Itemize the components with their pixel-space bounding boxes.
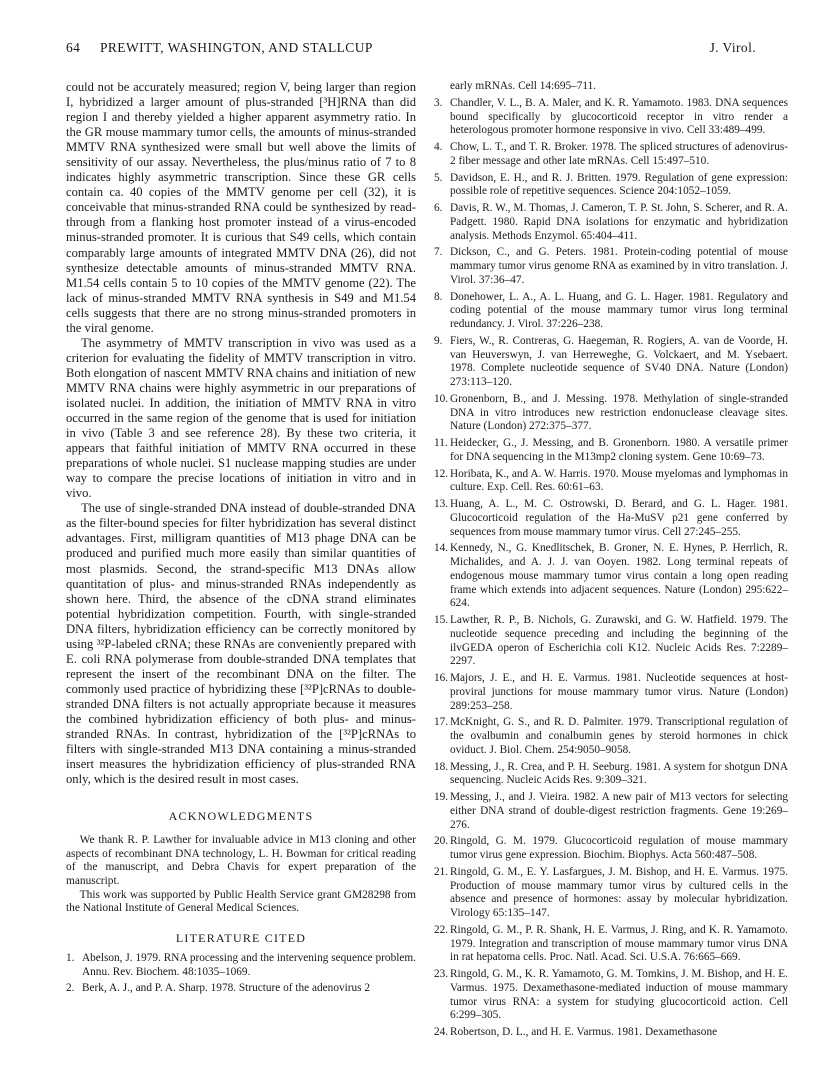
funding-text: This work was supported by Public Health Service grant GM28298 from the National Institute of General Medical Sciences. xyxy=(66,888,416,915)
reference-item xyxy=(434,97,788,138)
running-authors: PREWITT, WASHINGTON, AND STALLCUP xyxy=(100,40,373,55)
literature-heading: LITERATURE CITED xyxy=(175,930,307,945)
reference-list xyxy=(66,952,416,996)
reference-number: 8. xyxy=(434,290,443,303)
reference-item xyxy=(434,393,788,434)
reference-number: 10. xyxy=(434,392,449,405)
reference-list xyxy=(434,97,788,1040)
reference-number: 24. xyxy=(434,1026,449,1038)
reference-number: 15. xyxy=(434,614,449,626)
reference-item xyxy=(434,335,788,390)
reference-item xyxy=(434,614,788,669)
reference-number: 22. xyxy=(434,923,449,936)
reference-continuation: early mRNAs. Cell 14:695–711. xyxy=(450,80,597,92)
reference-number: 3. xyxy=(434,96,443,109)
reference-item xyxy=(434,246,788,287)
reference-number: 1. xyxy=(66,951,75,964)
reference-text: Messing, J., and J. Vieira. 1982. A new pair of M13 vectors for selecting either DNA strand of double-digest restriction fragments. Gene 19:269–276. xyxy=(450,791,788,831)
reference-text: Horibata, K., and A. W. Harris. 1970. Mouse myelomas and lymphomas in culture. Exp. Cell. Res. 60:61–63. xyxy=(450,467,788,494)
reference-number: 11. xyxy=(434,437,448,449)
reference-item xyxy=(434,835,788,863)
reference-text: Fiers, W., R. Contreras, G. Haegeman, R. Rogiers, A. van de Voorde, H. van Heuverswyn, J. van Herreweghe, G. Volckaert, and M. Ysebaert. 1978. Complete nucleotide sequence of SV40 DNA. Nature (London) 273:113–120. xyxy=(450,334,788,388)
reference-text: Robertson, D. L., and H. E. Varmus. 1981. Dexamethasone xyxy=(450,1026,718,1038)
reference-text: Ringold, G. M. 1979. Glucocorticoid regulation of mouse mammary tumor virus gene expression. Biochim. Biophys. Acta 560:487–508. xyxy=(450,835,788,861)
right-column xyxy=(434,80,788,1043)
reference-text: Davis, R. W., M. Thomas, J. Cameron, T. P. St. John, S. Scherer, and R. A. Padgett. 1980. Rapid DNA isolations for enzymatic and hybridization analysis. Methods Enzymol. 65:404–411. xyxy=(450,202,788,242)
reference-item xyxy=(434,968,788,1023)
reference-text: Kennedy, N., G. Knedlitschek, B. Groner, N. E. Hynes, P. Herrlich, R. Michalides, and A. J. J. van Ooyen. 1982. Long terminal repeats of endogenous mouse mammary tumor virus contain a long open reading frame which extends into adjacent sequences. Nature (London) 295:622–624. xyxy=(450,542,788,610)
reference-number: 5. xyxy=(434,171,443,184)
reference-number: 19. xyxy=(434,791,449,803)
reference-text: Heidecker, G., J. Messing, and B. Gronenborn. 1980. A versatile primer for DNA sequencing in the M13mp2 cloning system. Gene 10:69–73. xyxy=(450,437,788,463)
reference-number: 23. xyxy=(434,968,449,980)
reference-text: Davidson, E. H., and R. J. Britten. 1979. Regulation of gene expression: possible role of repetitive sequences. Science 204:1052–1059. xyxy=(450,171,788,198)
reference-number: 9. xyxy=(434,334,443,347)
reference-item xyxy=(434,1026,788,1040)
reference-number: 2. xyxy=(66,982,75,995)
reference-number: 21. xyxy=(434,865,449,878)
reference-text: Ringold, G. M., K. R. Yamamoto, G. M. Tomkins, J. M. Bishop, and H. E. Varmus. 1975. Dexamethasone-mediated induction of mouse mammary tumor virus RNA: a system for studying glucocorticoid action. Cell 6:299–305. xyxy=(450,968,788,1022)
reference-item xyxy=(434,141,788,169)
reference-number: 7. xyxy=(434,246,443,259)
acknowledgments-heading: ACKNOWLEDGMENTS xyxy=(168,809,314,824)
reference-text: Ringold, G. M., P. R. Shank, H. E. Varmus, J. Ring, and K. R. Yamamoto. 1979. Integration and transcription of mouse mammary tumor virus DNA in rat hepatoma cells. Proc. Natl. Acad. Sci. U.S.A. 76:665–669. xyxy=(450,923,788,964)
reference-item xyxy=(434,716,788,757)
reference-text: Majors, J. E., and H. E. Varmus. 1981. Nucleotide sequences at host-proviral junctions for mouse mammary tumor virus. Nature (London) 289:253–258. xyxy=(450,672,788,712)
reference-number: 14. xyxy=(434,542,449,555)
reference-item xyxy=(434,437,788,465)
reference-text: Dickson, C., and G. Peters. 1981. Protein-coding potential of mouse mammary tumor virus genome RNA as examined by in vitro translation. J. Virol. 37:36–47. xyxy=(450,246,788,286)
reference-item xyxy=(434,291,788,332)
reference-item xyxy=(434,542,788,611)
page-number: 64 xyxy=(66,40,81,55)
reference-number: 20. xyxy=(434,835,449,848)
body-paragraph: The asymmetry of MMTV transcription in vivo was used as a criterion for evaluating the fidelity of MMTV transcription in vitro. Both elongation of nascent MMTV RNA chains and initiation of new MMTV RNA chains were highly asymmetric in our preparations of isolated nuclei. In addition, the initiation of MMTV RNA in vitro occurred in the same region of the genome that is used for initiation in vivo (Table 3 and see reference 28). By these two criteria, it appears that faithful initiation of MMTV RNA occurred in these preparations of whole nuclei. S1 nuclease mapping studies are under way to compare the precise locations of initiation in vitro and in vivo. xyxy=(66,335,416,501)
reference-number: 16. xyxy=(434,672,449,684)
reference-text: Donehower, L. A., A. L. Huang, and G. L. Hager. 1981. Regulatory and coding potential of the mouse mammary tumor virus long terminal redundancy. J. Virol. 37:226–238. xyxy=(450,290,788,330)
reference-number: 13. xyxy=(434,498,449,510)
body-paragraph: could not be accurately measured; region V, being larger than region I, hybridized a larger amount of plus-stranded [³H]RNA than did region I and thereby yielded a higher apparent asymmetry ratio. In the GR mouse mammary tumor cells, the amounts of minus-stranded MMTV RNA synthesized were small but well above the limits of sensitivity of our assay. Nevertheless, the plus/minus ratio of 7 to 8 indicates highly asymmetric transcription. Since these GR cells contain ca. 40 copies of the MMTV genome per cell (32), it is conceivable that minus-stranded RNA could be synthesized by read-through from a flanking host promoter instead of a virus-encoded minus-stranded promoter. It is curious that S49 cells, which contain comparably large amounts of integrated MMTV DNA (26), did not synthesize detectable amounts of minus-stranded MMTV RNA. M1.54 cells contain 5 to 10 copies of the MMTV genome (22). The lack of minus-stranded MMTV RNA synthesis in S49 and M1.54 cells suggests that there are no strong minus-stranded promoters in the viral genome. xyxy=(66,80,416,335)
reference-text: McKnight, G. S., and R. D. Palmiter. 1979. Transcriptional regulation of the ovalbumin and conalbumin genes by steroid hormones in chick oviduct. J. Biol. Chem. 254:9050–9058. xyxy=(450,716,788,756)
reference-text: Abelson, J. 1979. RNA processing and the intervening sequence problem. Annu. Rev. Biochem. 48:1035–1069. xyxy=(82,951,416,978)
journal-name: J. Virol. xyxy=(709,40,756,55)
reference-number: 12. xyxy=(434,467,449,480)
reference-item xyxy=(66,952,416,980)
reference-text: Berk, A. J., and P. A. Sharp. 1978. Structure of the adenovirus 2 xyxy=(82,982,371,995)
reference-item xyxy=(434,172,788,200)
reference-text: Ringold, G. M., E. Y. Lasfargues, J. M. Bishop, and H. E. Varmus. 1975. Production of mouse mammary tumor virus by cultured cells in the absence and presence of hormones: assay by molecular hybridization. Virology 65:135–147. xyxy=(450,865,788,919)
reference-text: Lawther, R. P., B. Nichols, G. Zurawski, and G. W. Hatfield. 1979. The nucleotide sequence preceding and including the beginning of the ilvGEDA operon of Escherichia coli K12. Nucleic Acids Res. 7:2289–2297. xyxy=(450,614,788,668)
acknowledgments-text: We thank R. P. Lawther for invaluable advice in M13 cloning and other aspects of recombinant DNA technology, L. H. Bowman for critical reading of the manuscript, and Debra Chavis for expert preparation of the manuscript. xyxy=(66,834,416,888)
reference-text: Chandler, V. L., B. A. Maler, and K. R. Yamamoto. 1983. DNA sequences bound specifically by glucocorticoid receptor in vitro render a heterologous promoter hormone responsive in vivo. Cell 33:489–499. xyxy=(450,96,788,137)
reference-number: 4. xyxy=(434,141,443,153)
reference-item xyxy=(434,202,788,243)
reference-text: Chow, L. T., and T. R. Broker. 1978. The spliced structures of adenovirus-2 fiber message and other late mRNAs. Cell 15:497–510. xyxy=(450,141,788,167)
reference-text: Huang, A. L., M. C. Ostrowski, D. Berard, and G. L. Hager. 1981. Glucocorticoid regulation of the Ha-MuSV p21 gene conferred by sequences from mouse mammary tumor virus. Cell 27:245–255. xyxy=(450,498,788,538)
reference-item xyxy=(434,468,788,496)
body-paragraph: The use of single-stranded DNA instead of double-stranded DNA as the filter-bound species for filter hybridization has several distinct advantages. First, milligram quantities of M13 phage DNA can be produced and purified much more easily than similar quantities of most plasmids. Second, the strand-specific M13 DNAs allow quantitation of plus- and minus-stranded RNAs independently as shown here. Third, the absence of the cDNA strand eliminates potential hybridization competition. Fourth, with single-stranded DNA filters, hybridization efficiency can be correctly monitored by using ³²P-labeled cRNA; these RNAs are conveniently prepared with E. coli RNA polymerase from double-stranded DNA templates that represent the insert of the recombinant DNA on the filter. The commonly used practice of hybridizing these [³²P]cRNAs to double-stranded DNA filters is not actually appropriate because it measures the combined hybridization efficiency of both plus- and minus-stranded RNAs. In contrast, hybridization of the [³²P]cRNAs to filters with single-stranded M13 DNA containing a minus-stranded insert measures the hybridization efficiency of plus-stranded RNA only, which is the desired result in most cases. xyxy=(66,501,416,787)
reference-text: Gronenborn, B., and J. Messing. 1978. Methylation of single-stranded DNA in vitro introduces new restriction endonuclease cleavage sites. Nature (London) 272:375–377. xyxy=(450,392,788,433)
reference-item xyxy=(434,672,788,713)
reference-text: Messing, J., R. Crea, and P. H. Seeburg. 1981. A system for shotgun DNA sequencing. Nucleic Acids Res. 9:309–321. xyxy=(450,760,788,787)
left-column xyxy=(66,80,416,999)
reference-number: 17. xyxy=(434,716,449,729)
running-header xyxy=(66,40,756,60)
reference-number: 6. xyxy=(434,202,443,214)
reference-item xyxy=(434,791,788,832)
reference-item xyxy=(434,924,788,965)
reference-number: 18. xyxy=(434,760,449,773)
reference-item xyxy=(434,761,788,789)
reference-item xyxy=(434,498,788,539)
reference-item xyxy=(66,982,416,996)
reference-item xyxy=(434,866,788,921)
